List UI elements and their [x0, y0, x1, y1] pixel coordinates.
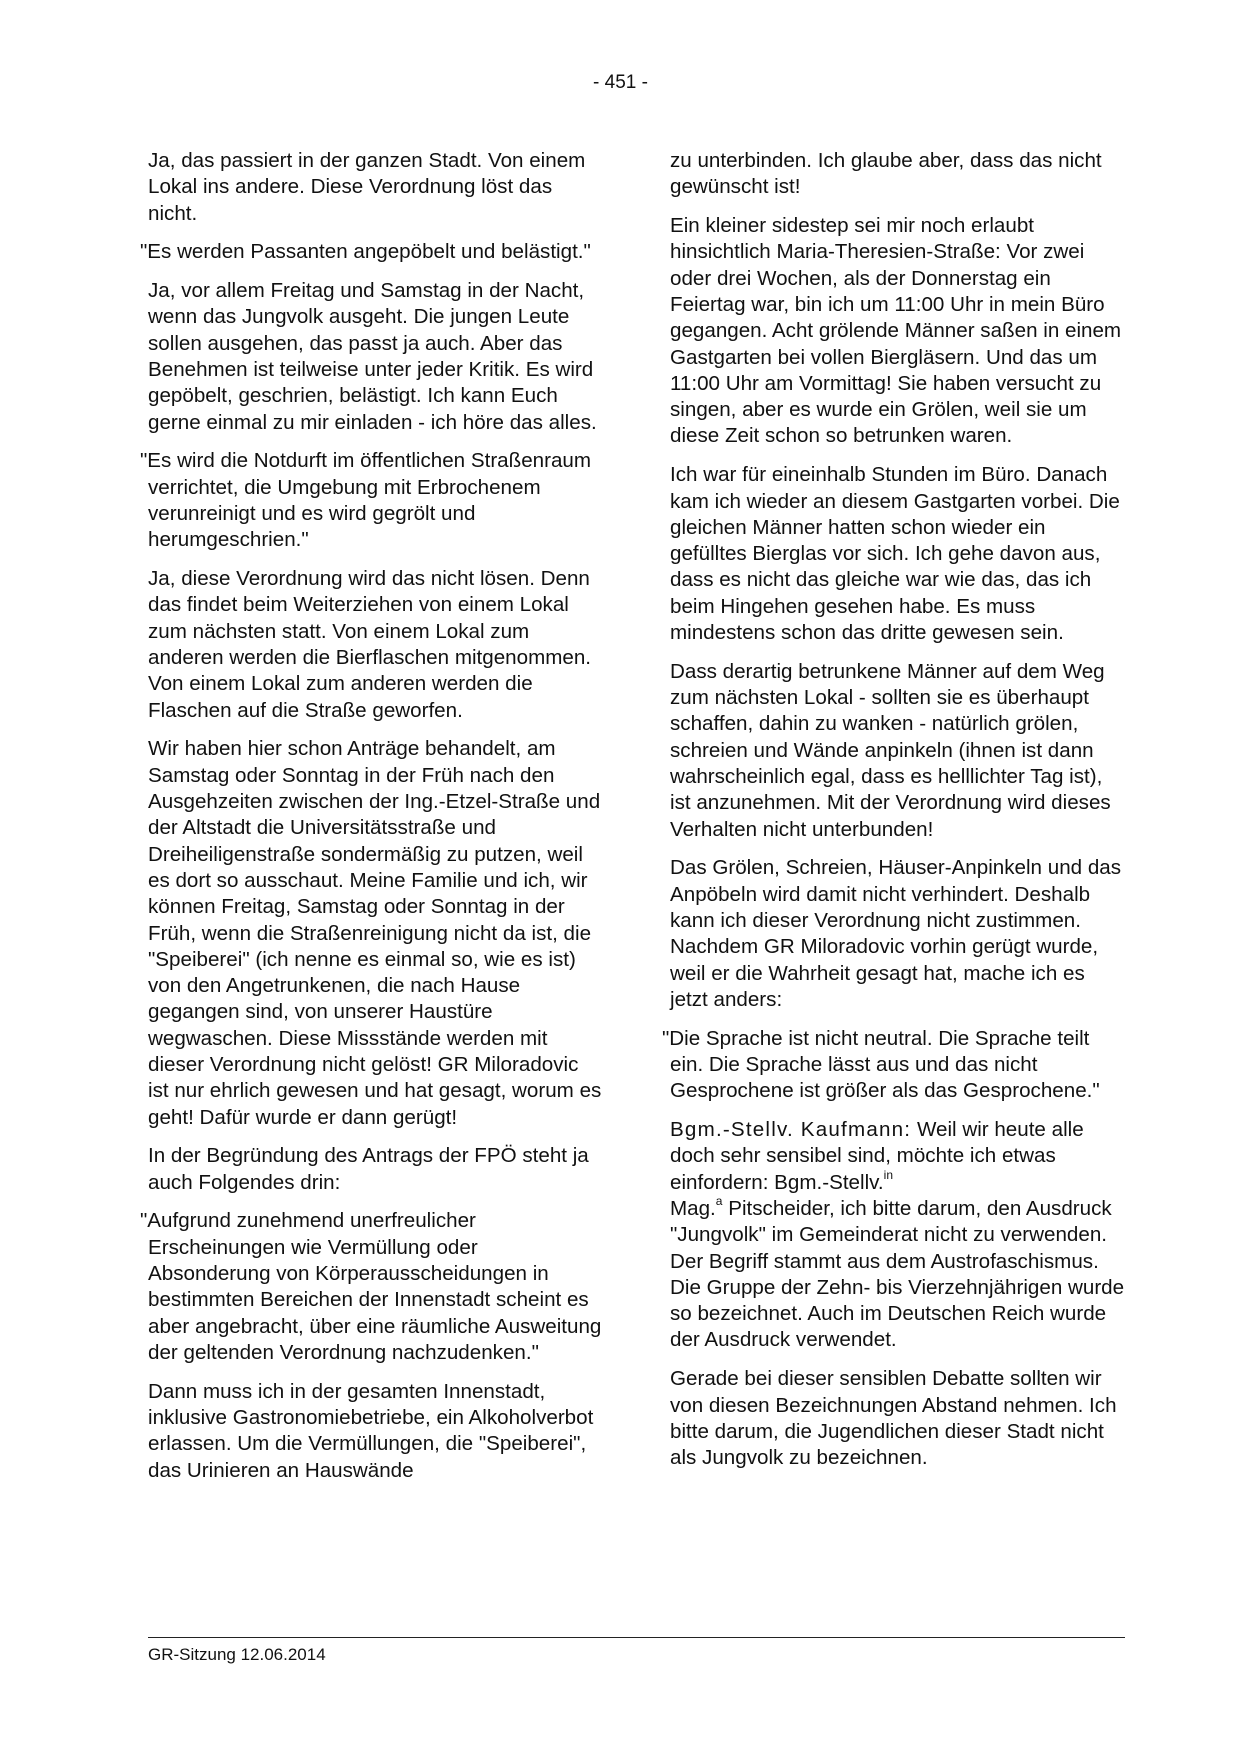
quote-paragraph: "Aufgrund zunehmend unerfreulicher Erscheinungen wie Vermüllung oder Absonderung von Körperausscheidungen in bestimmten Bereichen der Innenstadt scheint es aber angebracht, über eine räumliche Ausweitung der geltenden Verordnung nachzudenken."	[140, 1209, 602, 1364]
paragraph: zu unterbinden. Ich glaube aber, dass das nicht gewünscht ist!	[670, 149, 1102, 199]
paragraph: Das Grölen, Schreien, Häuser-Anpinkeln und das Anpöbeln wird damit nicht verhindert. Deshalb kann ich dieser Verordnung nicht zustimmen. Nachdem GR Miloradovic vorhin gerügt wurde, weil er die Wahrheit gesagt hat, mache ich es jetzt anders:	[670, 856, 1122, 1011]
paragraph: Ja, diese Verordnung wird das nicht lösen. Denn das findet beim Weiterziehen von einem Lokal zum nächsten statt. Von einem Lokal zum anderen werden die Bierflaschen mitgenommen. Von einem Lokal zum anderen werden die Flaschen auf die Straße geworfen.	[148, 567, 592, 722]
quote-paragraph: "Es werden Passanten angepöbelt und belästigt."	[140, 240, 591, 264]
quote-paragraph: "Es wird die Notdurft im öffentlichen Straßenraum verrichtet, die Umgebung mit Erbrochenem verunreinigt und es wird gegrölt und herumgeschrien."	[140, 449, 592, 552]
chair-text: Mag.	[670, 1196, 716, 1220]
superscript: a	[715, 1194, 723, 1209]
footer-divider	[148, 1637, 1125, 1638]
chair-statement	[670, 1117, 1125, 1354]
paragraph: In der Begründung des Antrags der FPÖ steht ja auch Folgendes drin:	[148, 1144, 589, 1194]
speaker-name: Bgm.-Stellv. Kaufmann:	[670, 1118, 912, 1142]
paragraph: Ja, vor allem Freitag und Samstag in der Nacht, wenn das Jungvolk ausgeht. Die jungen Leute sollen ausgehen, das passt ja auch. Aber das Benehmen ist teilweise unter jeder Kritik. Es wird gepöbelt, geschrien, belästigt. Ich kann Euch gerne einmal zu mir einladen - ich höre das alles.	[148, 279, 597, 434]
paragraph: Ein kleiner sidestep sei mir noch erlaubt hinsichtlich Maria-Theresien-Straße: Vor zwei oder drei Wochen, als der Donnerstag ein Feiertag war, bin ich um 11:00 Uhr in mein Büro gegangen. Acht grölende Männer saßen in einem Gastgarten bei vollen Biergläsern. Und das um 11:00 Uhr am Vormittag! Sie haben versucht zu singen, aber es wurde ein Grölen, weil sie um diese Zeit schon so betrunken waren.	[670, 214, 1122, 448]
footer-session-date: GR-Sitzung 12.06.2014	[148, 1645, 326, 1664]
superscript: in	[883, 1167, 893, 1182]
paragraph: Dann muss ich in der gesamten Innenstadt, inklusive Gastronomiebetriebe, ein Alkoholverbot erlassen. Um die Vermüllungen, die "Speiberei", das Urinieren an Hauswände	[148, 1379, 594, 1482]
paragraph: Ja, das passiert in der ganzen Stadt. Von einem Lokal ins andere. Diese Verordnung löst das nicht.	[148, 149, 586, 225]
chair-text: Weil wir heute alle doch sehr sensibel sind, möchte ich etwas einfordern: Bgm.-Stellv.	[670, 1118, 1084, 1194]
paragraph: Ich war für eineinhalb Stunden im Büro. Danach kam ich wieder an diesem Gastgarten vorbei. Die gleichen Männer hatten schon wieder ein gefülltes Bierglas vor sich. Ich gehe davon aus, dass es nicht das gleiche war wie das, das ich beim Hingehen gesehen habe. Es muss mindestens schon das dritte gewesen sein.	[670, 463, 1120, 645]
paragraph: Wir haben hier schon Anträge behandelt, am Samstag oder Sonntag in der Früh nach den Ausgehzeiten zwischen der Ing.-Etzel-Straße und der Altstadt die Universitätsstraße und Dreiheiligenstraße sondermäßig zu putzen, weil es dort so ausschaut. Meine Familie und ich, wir können Freitag, Samstag oder Sonntag in der Früh, wenn die Straßenreinigung nicht da ist, die "Speiberei" (ich nenne es einmal so, wie es ist) von den Angetrunkenen, die nach Hause gegangen sind, von unserer Haustüre wegwaschen. Diese Missstände werden mit dieser Verordnung nicht gelöst! GR Miloradovic ist nur ehrlich gewesen und hat gesagt, worum es geht! Dafür wurde er dann gerügt!	[148, 737, 602, 1129]
page-number: - 451 -	[593, 72, 648, 93]
paragraph: Dass derartig betrunkene Männer auf dem Weg zum nächsten Lokal - sollten sie es überhaupt schaffen, dahin zu wanken - natürlich grölen, schreien und Wände anpinkeln (ihnen ist dann wahrscheinlich egal, dass es helllichter Tag ist), ist anzunehmen. Mit der Verordnung wird dieses Verhalten nicht unterbunden!	[670, 659, 1111, 841]
right-column	[662, 148, 1125, 1484]
chair-text: Pitscheider, ich bitte darum, den Ausdruck "Jungvolk" im Gemeinderat nicht zu verwenden. Der Begriff stammt aus dem Austrofaschismus. Die Gruppe der Zehn- bis Vierzehnjährigen wurde so bezeichnet. Auch im Deutschen Reich wurde der Ausdruck verwendet.	[670, 1196, 1125, 1352]
left-column	[140, 148, 603, 1496]
quote-paragraph: "Die Sprache ist nicht neutral. Die Sprache teilt ein. Die Sprache lässt aus und das nicht Gesprochene ist größer als das Gesprochene."	[662, 1026, 1100, 1103]
paragraph: Gerade bei dieser sensiblen Debatte sollten wir von diesen Bezeichnungen Abstand nehmen. Ich bitte darum, die Jugendlichen dieser Stadt nicht als Jungvolk zu bezeichnen.	[670, 1367, 1117, 1470]
